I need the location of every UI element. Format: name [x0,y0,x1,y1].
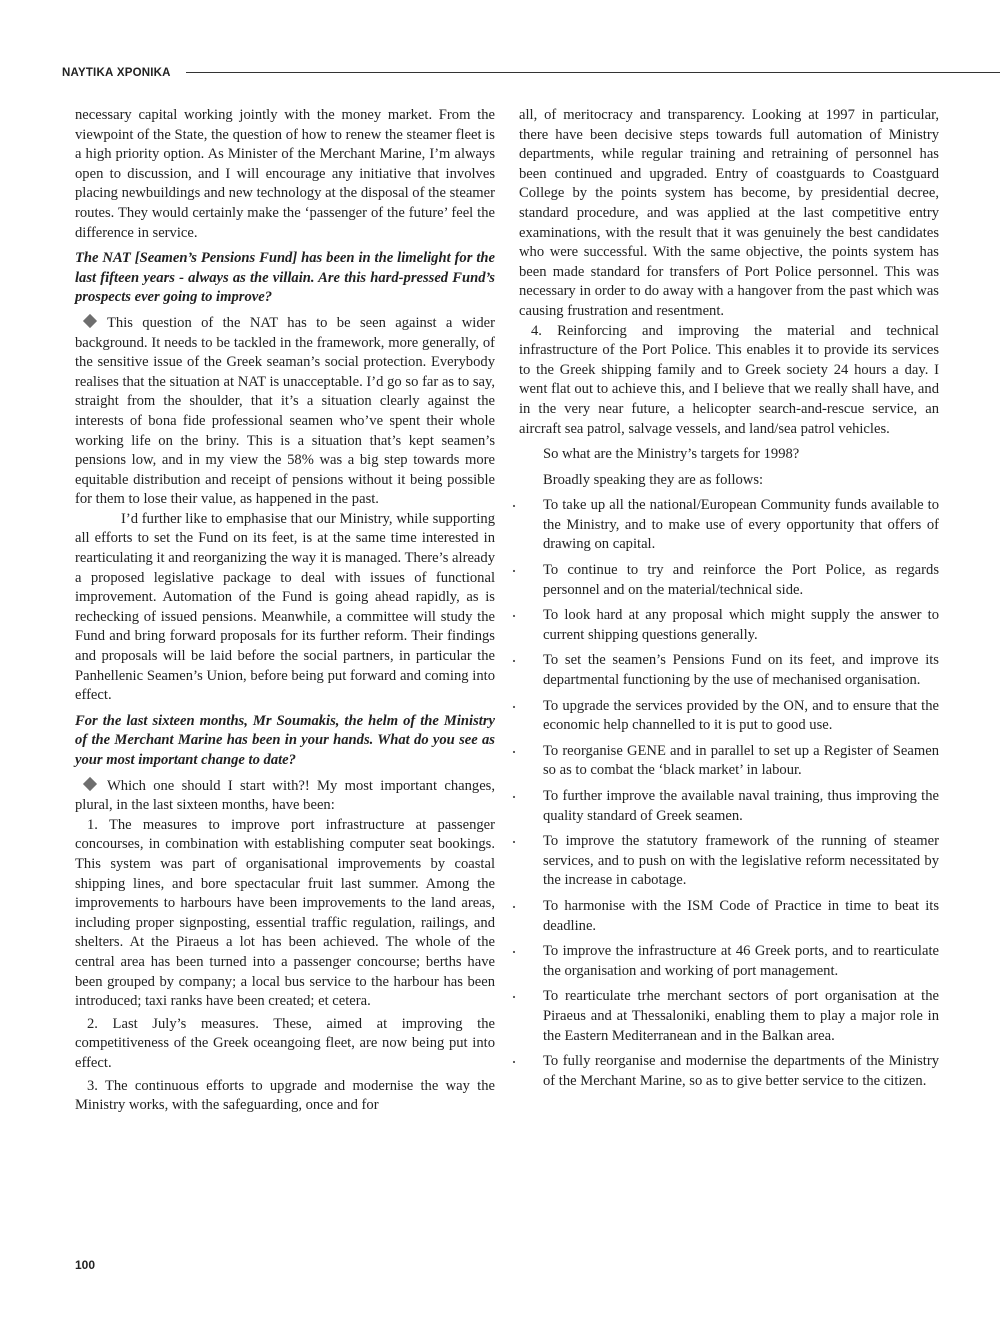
list-item: · To improve the infrastructure at 46 Greek ports, and to rearticulate the organisation and working of port management. [519,942,939,981]
numbered-paragraph: 1. The measures to improve port infrastructure at passenger concourses, in combination with establishing computer seat bookings. This system was part of organisational improvements by coastal shipping lines, and bore spectacular fruit last summer. Among the improvements to harbours have been improvements to the land areas, including proper signposting, essential traffic regulation, railings, and shelters. At the Piraeus a lot has been achieved. The whole of the central area has been turned into a passenger concourse; berths have been grouped by company; a local bus service to the harbour has been introduced; taxi ranks have been created; et cetera. [75,816,495,1010]
answer-paragraph [75,777,495,816]
list-intro: Broadly speaking they are as follows: [543,471,764,488]
list-item: · To further improve the available naval training, thus improving the quality standard of Greek seamen. [519,787,939,826]
diamond-bullet-icon [83,777,97,791]
answer-text: Which one should I start with?! My most important changes, plural, in the last sixteen months, have been: [75,777,495,814]
list-item: · To continue to try and reinforce the Port Police, as regards personnel and on the material/technical side. [519,561,939,600]
magazine-title: ΝΑΥΤΙΚΑ ΧΡΟΝΙΚΑ [62,67,171,79]
list-item: · To rearticulate trhe merchant sectors of port organisation at the Piraeus and at Thessaloniki, enabling them to play a major role in the Eastern Mediterranean and in the Balkan area. [519,987,939,1046]
paragraph: all, of meritocracy and transparency. Looking at 1997 in particular, there have been decisive steps towards full automation of Ministry departments, while regular training and retraining of personnel has been continued and upgraded. Entry of coastguards to Coastguard College by the points system has become, by presidential decree, standard procedure, and was applied at the last competitive entry examinations, with the result that it was genuinely the best candidates who were successful. With the same objective, the points system has been made standard for transfers of Port Police personnel. This was necessary in order to do away with a hangover from the past which was causing frustration and resentment. [519,107,939,319]
right-column [519,106,939,1091]
numbered-paragraph: 3. The continuous efforts to upgrade and modernise the way the Ministry works, with the safeguarding, once and for [75,1077,495,1114]
interview-question: For the last sixteen months, Mr Soumakis, the helm of the Ministry of the Merchant Marine has been in your hands. What do you see as your most important change to date? [75,712,495,768]
list-item: · To harmonise with the ISM Code of Practice in time to beat its deadline. [519,897,939,936]
list-item: · To improve the statutory framework of the running of steamer services, and to push on with the legislative reform necessitated by the increase in cabotage. [519,832,939,891]
list-item: · To fully reorganise and modernise the departments of the Ministry of the Merchant Marine, so as to give better service to the citizen. [519,1052,939,1091]
paragraph: I’d further like to emphasise that our Ministry, while supporting all efforts to set the Fund on its feet, is at the same time interested in rearticulating it and reorganizing the way it is managed. There’s already a proposed legislative package to deal with issues of functional improvement. Automation of the Fund is going ahead rapidly, as is rechecking of issued pensions. Meanwhile, a committee will study the Fund and bring forward proposals for its further reform. Their findings and proposals will be laid before the social partners, in particular the Panhellenic Seamen’s Union, before being put forward and coming into effect. [75,510,495,704]
left-column [75,106,495,1116]
list-item: · To look hard at any proposal which might supply the answer to current shipping questions generally. [519,606,939,645]
paragraph: necessary capital working jointly with the money market. From the viewpoint of the State, the question of how to renew the steamer fleet is a high priority option. As Minister of the Merchant Marine, I’m always open to discussion, and I will encourage any initiative that involves placing newbuildings and new technology at the disposal of the steamer routes. They would certainly make the ‘passenger of the future’ feel the difference in service. [75,107,495,241]
list-item: · To reorganise GENE and in parallel to set up a Register of Seamen so as to combat the ‘black market’ in labour. [519,742,939,781]
list-item: · To set the seamen’s Pensions Fund on its feet, and improve its departmental functioning by the use of mechanised organisation. [519,651,939,690]
question-line: So what are the Ministry’s targets for 1998? [543,446,800,463]
answer-paragraph [75,314,495,510]
list-item: · To upgrade the services provided by the ON, and to ensure that the economic help channelled to it is put to good use. [519,697,939,736]
targets-list [519,496,939,1091]
numbered-paragraph: 4. Reinforcing and improving the material and technical infrastructure of the Port Police. This enables it to provide its services to the Greek shipping family and to Greek society 24 hours a day. I went flat out to achieve this, and I believe that we really shall have, and in the very near future, a helicopter search-and-rescue service, an aircraft sea patrol, salvage vessels, and land/sea patrol vehicles. [519,322,939,437]
interview-question: The NAT [Seamen’s Pensions Fund] has been in the limelight for the last fifteen years - always as the villain. Are this hard-pressed Fund’s prospects ever going to improve? [75,250,495,306]
answer-text: This question of the NAT has to be seen against a wider background. It needs to be tackled in the framework, more generally, of the sensitive issue of the Greek seaman’s social protection. Everybody realises that the situation at NAT is unacceptable. I’d go so far as to say, straight from the shoulder, that it’s a situation clearly against the interests of bona fide professional seamen who’ve spent their whole working life on the briny. This is a situation that’s kept seamen’s pensions low, and in my view the 58% was a big step towards more equitable distribution and receipt of pensions without it being possible for them to lose their value, as happened in the past. [75,314,495,508]
running-header [62,66,1000,80]
list-item: · To take up all the national/European Community funds available to the Ministry, and to make use of every opportunity that offers of drawing on capital. [519,496,939,555]
page-number: 100 [75,1258,96,1272]
numbered-paragraph: 2. Last July’s measures. These, aimed at improving the competitiveness of the Greek oceangoing fleet, are now being put into effect. [75,1015,495,1071]
header-rule [186,72,1000,73]
diamond-bullet-icon [83,314,97,328]
